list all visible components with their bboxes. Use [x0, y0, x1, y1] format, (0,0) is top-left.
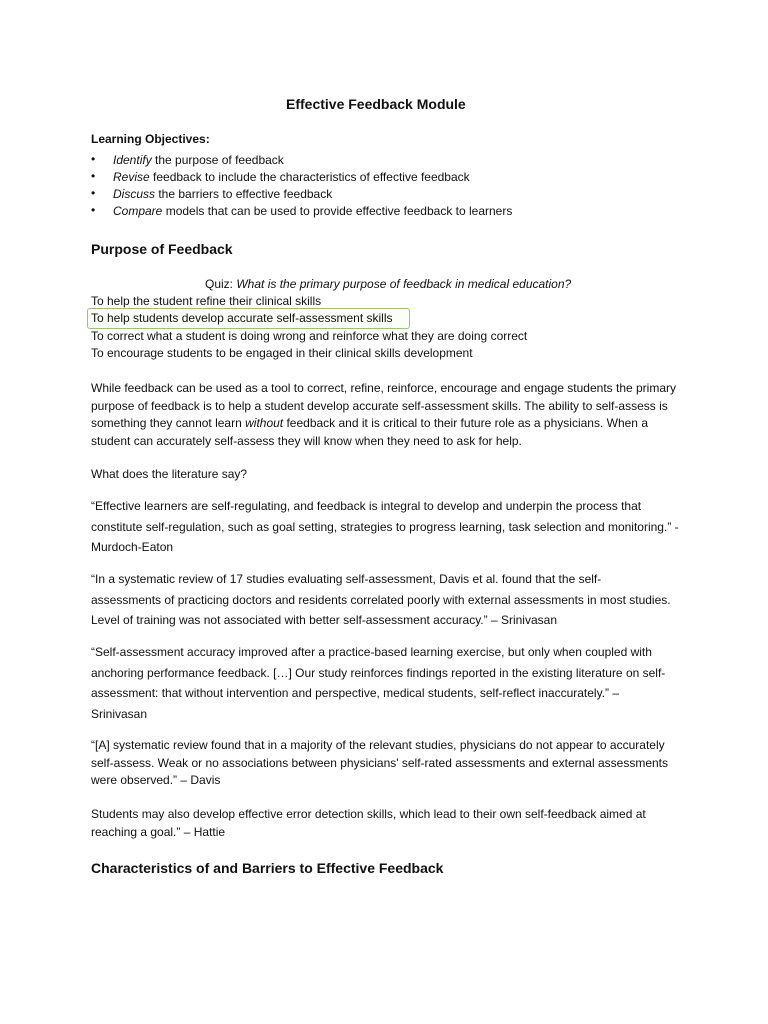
- characteristics-heading: Characteristics of and Barriers to Effective Feedback: [91, 860, 444, 876]
- quiz-question: Quiz: What is the primary purpose of feedback in medical education?: [205, 277, 572, 291]
- quiz-option[interactable]: To encourage students to be engaged in their clinical skills development: [91, 346, 473, 360]
- bullet-icon: •: [91, 152, 96, 166]
- quiz-option-selected[interactable]: To help students develop accurate self-assessment skills: [91, 311, 393, 325]
- bullet-icon: •: [91, 186, 96, 200]
- literature-quote: “Effective learners are self-regulating, and feedback is integral to develop and underpin the process that constitute self-regulation, such as goal setting, strategies to progress learning, task selection and monitoring.” - Murdoch-Eaton: [91, 499, 679, 554]
- quiz-option[interactable]: To help the student refine their clinical skills: [91, 294, 322, 308]
- explanation-paragraph: While feedback can be used as a tool to correct, refine, reinforce, encourage and engage students the primary purpose of feedback is to help a student develop accurate self-assessment skills. The ability to self-assess is something they cannot learn without feedback and it is critical to their future role as a physicians. When a student can accurately self-assess they will know when they need to ask for help.: [91, 381, 677, 448]
- learning-objectives-heading: Learning Objectives:: [91, 132, 210, 146]
- objective-item: Discuss the barriers to effective feedback: [113, 187, 333, 201]
- page-title: Effective Feedback Module: [286, 96, 466, 112]
- objective-item: Compare models that can be used to provide effective feedback to learners: [113, 204, 513, 218]
- literature-quote: Students may also develop effective error detection skills, which lead to their own self-feedback aimed at reaching a goal.” – Hattie: [91, 807, 646, 839]
- quiz-option[interactable]: To correct what a student is doing wrong and reinforce what they are doing correct: [91, 329, 528, 343]
- objective-item: Identify the purpose of feedback: [113, 153, 284, 167]
- bullet-icon: •: [91, 169, 96, 183]
- literature-quote: “Self-assessment accuracy improved after a practice-based learning exercise, but only when coupled with anchoring performance feedback. […] Our study reinforces findings reported in the existing literature on self-assessment: that without intervention and perspective, medical students, self-reflect inaccurately.” – Srinivasan: [91, 645, 666, 721]
- literature-question: What does the literature say?: [91, 467, 248, 481]
- literature-quote: “In a systematic review of 17 studies evaluating self-assessment, Davis et al. found that the self-assessments of practicing doctors and residents correlated poorly with external assessments in most studies. Level of training was not associated with better self-assessment accuracy.” – Srinivasan: [91, 572, 671, 627]
- objective-item: Revise feedback to include the characteristics of effective feedback: [113, 170, 470, 184]
- literature-quote: “[A] systematic review found that in a majority of the relevant studies, physicians do not appear to accurately self-assess. Weak or no associations between physicians' self-rated assessments and external assessments were observed.” – Davis: [91, 738, 669, 787]
- purpose-heading: Purpose of Feedback: [91, 241, 233, 257]
- bullet-icon: •: [91, 203, 96, 217]
